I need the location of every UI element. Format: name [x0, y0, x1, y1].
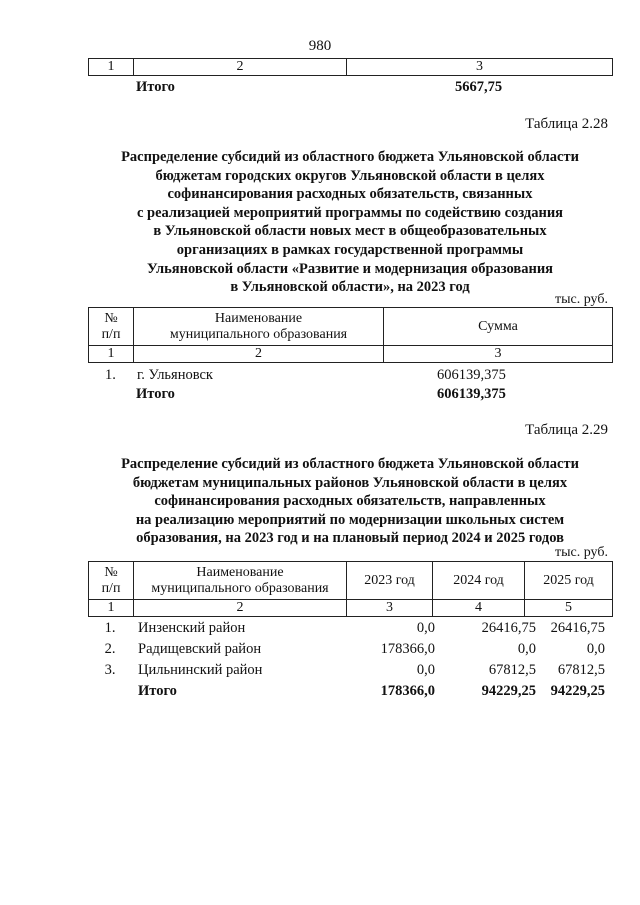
row-value-2025: 67812,5	[557, 662, 605, 678]
table-2-29	[88, 561, 613, 617]
row-value-2023: 178366,0	[380, 641, 435, 657]
header-number-cell: 5	[525, 600, 613, 617]
table-header-numbers-row	[89, 59, 613, 76]
row-num: 3.	[104, 662, 116, 678]
top-table	[88, 58, 613, 76]
table-2-29-label: Таблица 2.29	[525, 422, 608, 438]
header-num-line: п/п	[101, 326, 121, 342]
page-number: 980	[308, 38, 332, 54]
title-line: софинансирования расходных обязательств, связанных	[167, 186, 533, 203]
total-label: Итого	[138, 683, 177, 699]
header-number-cell: 1	[89, 346, 134, 363]
table-2-28-total-value: 606139,375	[437, 386, 506, 402]
header-number-cell: 2	[134, 600, 347, 617]
row-value-2023: 0,0	[416, 662, 435, 678]
table-row	[88, 618, 613, 639]
title-line: бюджетам муниципальных районов Ульяновской области в целях	[132, 474, 568, 491]
row-name: Радищевский район	[138, 641, 262, 657]
table-2-29-body	[88, 618, 613, 702]
header-name-cell	[134, 308, 384, 346]
row-value-2024: 0,0	[517, 641, 536, 657]
row-name: Цильнинский район	[138, 662, 263, 678]
header-number-cell: 4	[433, 600, 525, 617]
table-2-28-title	[80, 148, 620, 297]
table-header-row	[89, 308, 613, 346]
header-num-line: №	[104, 564, 118, 580]
table-2-29-title	[80, 455, 620, 548]
title-line: Ульяновской области «Развитие и модернизация образования	[146, 260, 554, 277]
header-number-cell: 3	[347, 600, 433, 617]
table-2-28-unit: тыс. руб.	[555, 292, 608, 307]
header-number-cell: 1	[89, 59, 134, 76]
total-2024: 94229,25	[481, 683, 536, 699]
total-spacer	[88, 681, 132, 702]
table-row-sum: 606139,375	[437, 367, 506, 383]
header-num-line: №	[104, 310, 118, 326]
header-name-cell	[134, 562, 347, 600]
top-total-value: 5667,75	[455, 79, 503, 95]
total-2023: 178366,0	[380, 683, 435, 699]
title-line: организациях в рамках государственной программы	[176, 241, 524, 258]
table-header-numbers-row	[89, 600, 613, 617]
title-line: Распределение субсидий из областного бюджета Ульяновской области	[121, 456, 579, 472]
header-number-cell: 3	[384, 346, 613, 363]
row-num: 2.	[104, 641, 116, 657]
header-num-line: п/п	[101, 580, 121, 596]
top-total-label: Итого	[136, 79, 175, 95]
row-name: Инзенский район	[138, 620, 246, 636]
header-number-cell: 1	[89, 600, 134, 617]
title-line: бюджетам городских округов Ульяновской области в целях	[155, 167, 545, 184]
header-number-cell: 2	[134, 59, 347, 76]
header-name-line: муниципального образования	[151, 580, 329, 596]
row-value-2024: 26416,75	[481, 620, 536, 636]
title-line: на реализацию мероприятий по модернизации школьных систем	[135, 511, 565, 528]
header-year-cell: 2025 год	[525, 562, 613, 600]
title-line: в Ульяновской области», на 2023 год	[230, 279, 470, 296]
table-row	[88, 639, 613, 660]
header-year-cell: 2024 год	[433, 562, 525, 600]
header-num-cell	[89, 308, 134, 346]
header-year-cell: 2023 год	[347, 562, 433, 600]
table-2-28-total-label: Итого	[136, 386, 175, 402]
title-line: образования, на 2023 год и на плановый период 2024 и 2025 годов	[136, 530, 564, 547]
table-2-28	[88, 307, 613, 363]
row-num: 1.	[104, 620, 116, 636]
table-2-28-label: Таблица 2.28	[525, 116, 608, 132]
header-name-line: муниципального образования	[169, 326, 348, 342]
row-value-2025: 0,0	[586, 641, 605, 657]
header-number-cell: 3	[347, 59, 613, 76]
row-value-2023: 0,0	[416, 620, 435, 636]
row-value-2024: 67812,5	[488, 662, 536, 678]
table-header-row	[89, 562, 613, 600]
table-header-numbers-row	[89, 346, 613, 363]
header-name-line: Наименование	[196, 564, 284, 580]
title-line: софинансирования расходных обязательств, направленных	[154, 493, 546, 510]
row-value-2025: 26416,75	[550, 620, 605, 636]
total-2025: 94229,25	[550, 683, 605, 699]
header-sum-cell: Сумма	[384, 308, 613, 346]
title-line: Распределение субсидий из областного бюджета Ульяновской области	[121, 149, 579, 165]
header-name-line: Наименование	[214, 310, 303, 326]
table-row-num: 1.	[105, 367, 116, 383]
title-line: в Ульяновской области новых мест в общеобразовательных	[153, 223, 547, 240]
table-total-row	[88, 681, 613, 702]
table-row-name: г. Ульяновск	[137, 367, 213, 383]
title-line: с реализацией мероприятий программы по содействию создания	[136, 204, 564, 221]
table-2-29-unit: тыс. руб.	[555, 545, 608, 560]
table-row	[88, 660, 613, 681]
header-num-cell	[89, 562, 134, 600]
header-number-cell: 2	[134, 346, 384, 363]
